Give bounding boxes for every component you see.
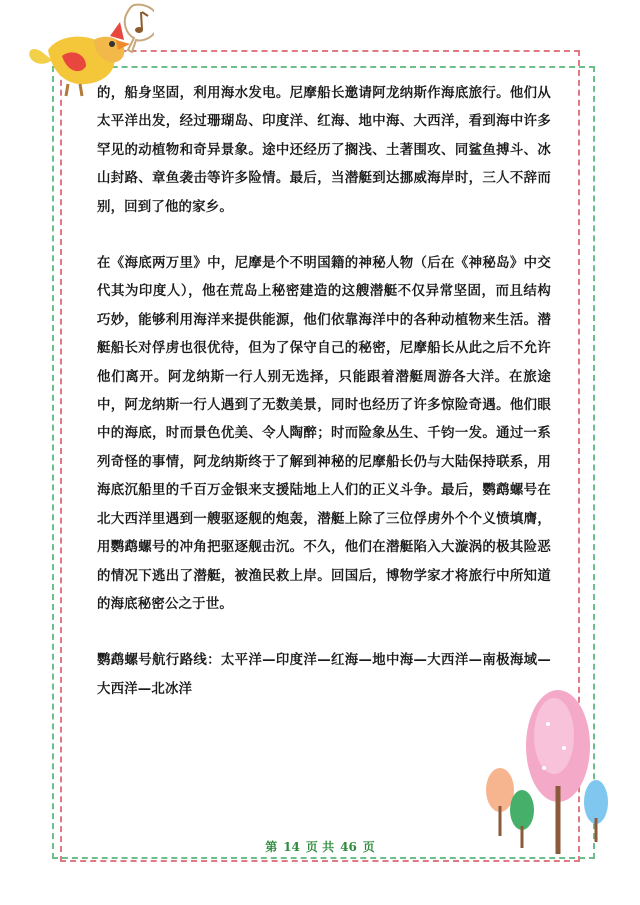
document-body [97, 80, 551, 732]
current-page: 14 [283, 840, 300, 854]
page-middle: 页 共 [305, 840, 335, 854]
page-number [0, 838, 640, 855]
total-pages: 46 [340, 840, 357, 854]
page-suffix: 页 [362, 840, 375, 854]
paragraph: 在《海底两万里》中，尼摩是个不明国籍的神秘人物（后在《神秘岛》中交代其为印度人），他在荒岛上秘密建造的这艘潜艇不仅异常坚固，而且结构巧妙，能够利用海洋来提供能源，他们依靠海洋中的各种动植物来生活。潜艇船长对俘虏也很优待，但为了保守自己的秘密，尼摩船长从此之后不允许他们离开。阿龙纳斯一行人别无选择，只能跟着潜艇周游各大洋。在旅途中，阿龙纳斯一行人遇到了无数美景，同时也经历了许多惊险奇遇。他们眼中的海底，时而景色优美、令人陶醉；时而险象丛生、千钧一发。通过一系列奇怪的事情，阿龙纳斯终于了解到神秘的尼摩船长仍与大陆保持联系，用海底沉船里的千百万金银来支援陆地上人们的正义斗争。最后，鹦鹉螺号在北大西洋里遇到一艘驱逐舰的炮轰，潜艇上除了三位俘虏外个个义愤填膺，用鹦鹉螺号的冲角把驱逐舰击沉。不久，他们在潜艇陷入大漩涡的极其险恶的情况下逃出了潜艇，被渔民救上岸。回国后，博物学家才将旅行中所知道的海底秘密公之于世。 [97, 256, 551, 612]
trees-icon [478, 676, 628, 860]
paragraph: 的，船身坚固，利用海水发电。尼摩船长邀请阿龙纳斯作海底旅行。他们从太平洋出发，经过珊瑚岛、印度洋、红海、地中海、大西洋，看到海中许多罕见的动植物和奇异景象。途中还经历了搁浅、土著围攻、同鲨鱼搏斗、冰山封路、章鱼袭击等许多险情。最后，当潜艇到达挪威海岸时，三人不辞而别，回到了他的家乡。 [97, 86, 551, 215]
page-prefix: 第 [265, 840, 278, 854]
music-note-icon [125, 5, 154, 52]
paragraph: 鹦鹉螺号航行路线：太平洋—印度洋—红海—地中海—大西洋—南极海域—大西洋—北冰洋 [97, 653, 551, 697]
